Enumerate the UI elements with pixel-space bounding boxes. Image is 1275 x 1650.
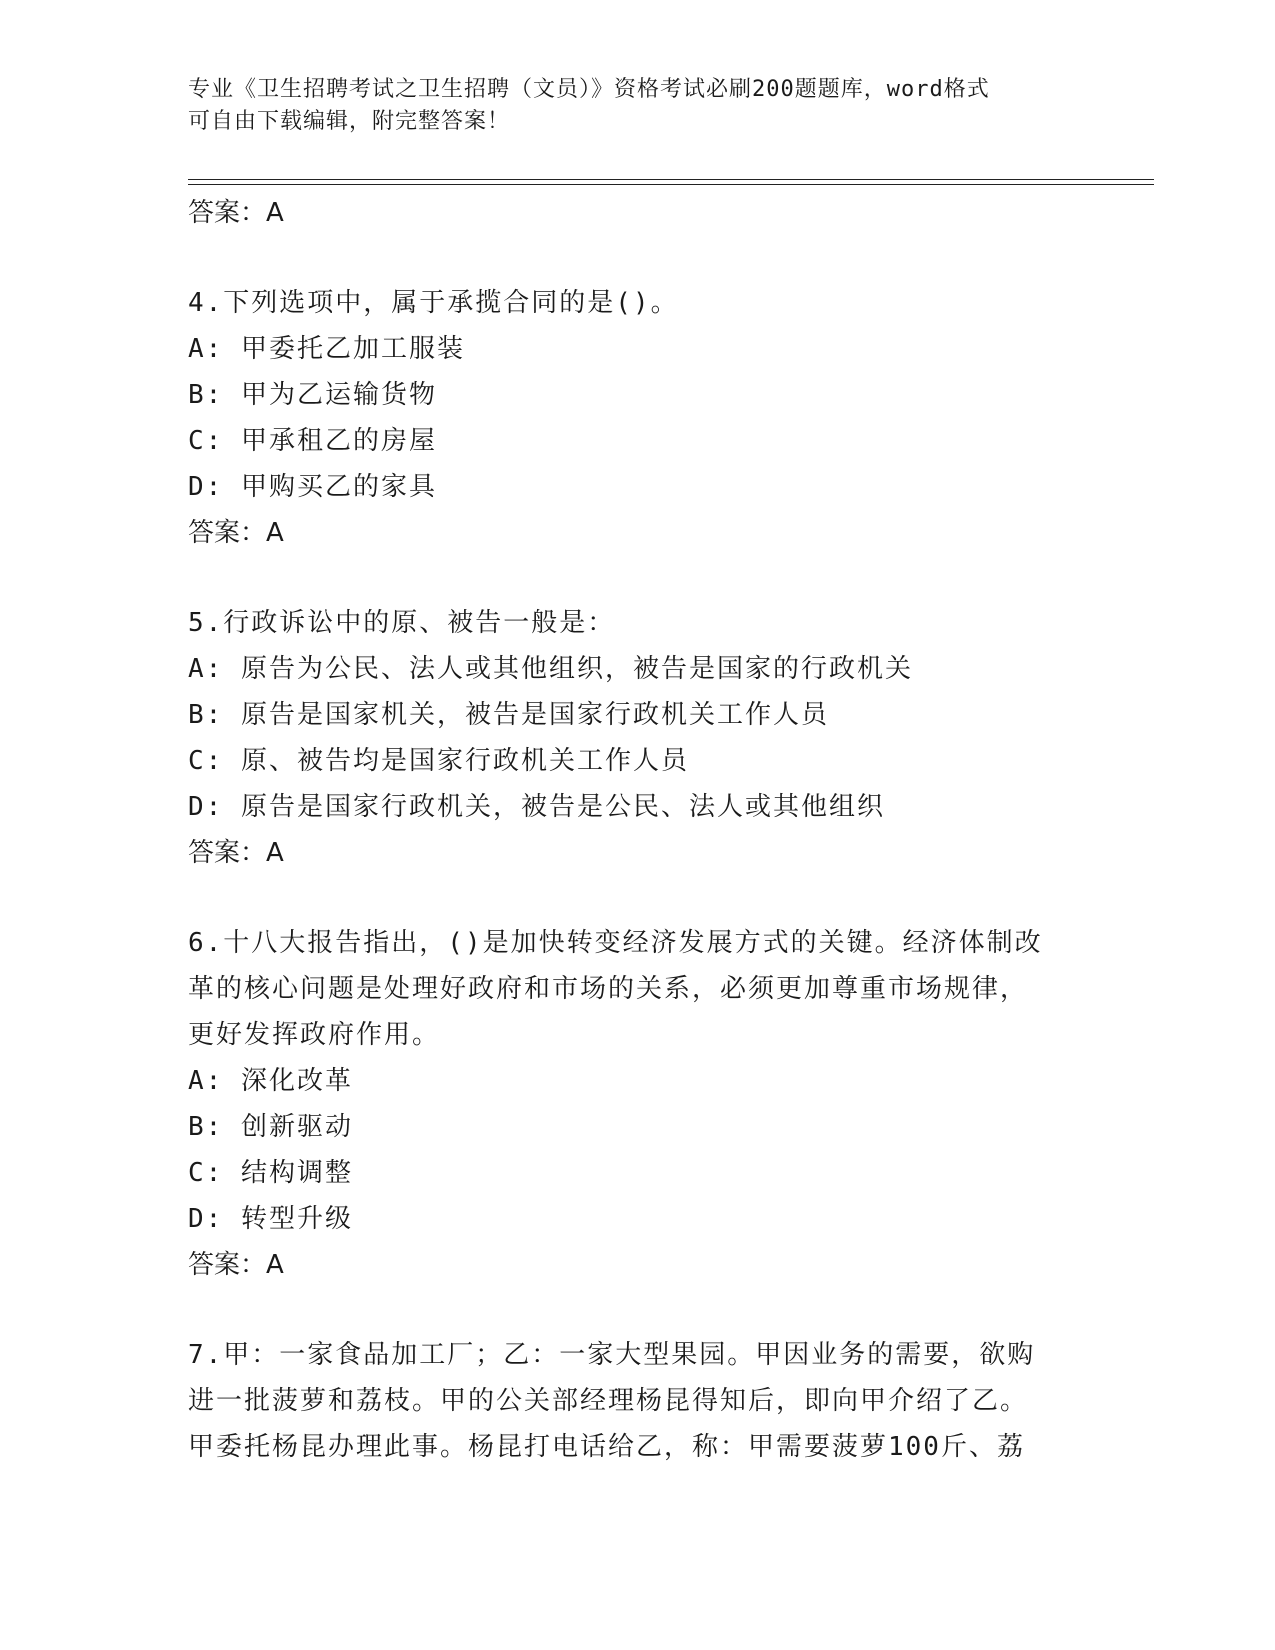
option-c: C: 结构调整 xyxy=(188,1158,353,1188)
option-d: D: 转型升级 xyxy=(188,1204,353,1234)
header-rule-bottom xyxy=(188,184,1154,185)
option-b: B: 创新驱动 xyxy=(188,1112,353,1142)
question-stem-line: 7.甲：一家食品加工厂；乙：一家大型果园。甲因业务的需要，欲购 xyxy=(188,1340,1036,1370)
option-a: A: 深化改革 xyxy=(188,1066,353,1096)
option-a: A: 原告为公民、法人或其他组织，被告是国家的行政机关 xyxy=(188,654,913,684)
question-stem-line: 甲委托杨昆办理此事。杨昆打电话给乙，称：甲需要菠萝100斤、荔 xyxy=(188,1432,1025,1462)
header-rule-top xyxy=(188,179,1154,180)
question-list xyxy=(188,190,1068,1470)
question-stem-line: 6.十八大报告指出，()是加快转变经济发展方式的关键。经济体制改 xyxy=(188,928,1043,958)
option-d: D: 甲购买乙的家具 xyxy=(188,472,437,502)
question-stem-line: 进一批菠萝和荔枝。甲的公关部经理杨昆得知后，即向甲介绍了乙。 xyxy=(188,1386,1029,1416)
option-b: B: 原告是国家机关，被告是国家行政机关工作人员 xyxy=(188,700,829,730)
answer-label: 答案：A xyxy=(188,1250,284,1280)
question-4 xyxy=(188,280,1068,556)
option-c: C: 甲承租乙的房屋 xyxy=(188,426,437,456)
option-a: A: 甲委托乙加工服装 xyxy=(188,334,465,364)
header-line-1: 专业《卫生招聘考试之卫生招聘（文员）》资格考试必刷200题题库，word格式 xyxy=(188,77,990,102)
question-5 xyxy=(188,600,1068,876)
answer-label: 答案：A xyxy=(188,198,284,228)
question-7 xyxy=(188,1332,1068,1470)
question-stem: 5.行政诉讼中的原、被告一般是： xyxy=(188,608,616,638)
question-stem: 4.下列选项中，属于承揽合同的是()。 xyxy=(188,288,679,318)
question-stem-line: 更好发挥政府作用。 xyxy=(188,1020,441,1050)
option-c: C: 原、被告均是国家行政机关工作人员 xyxy=(188,746,689,776)
question-stem-line: 革的核心问题是处理好政府和市场的关系，必须更加尊重市场规律， xyxy=(188,974,1029,1004)
answer-label: 答案：A xyxy=(188,838,284,868)
option-d: D: 原告是国家行政机关，被告是公民、法人或其他组织 xyxy=(188,792,885,822)
question-6 xyxy=(188,920,1068,1288)
header-line-2: 可自由下载编辑，附完整答案！ xyxy=(188,109,511,134)
answer-label: 答案：A xyxy=(188,518,284,548)
document-header xyxy=(188,74,1068,138)
option-b: B: 甲为乙运输货物 xyxy=(188,380,437,410)
